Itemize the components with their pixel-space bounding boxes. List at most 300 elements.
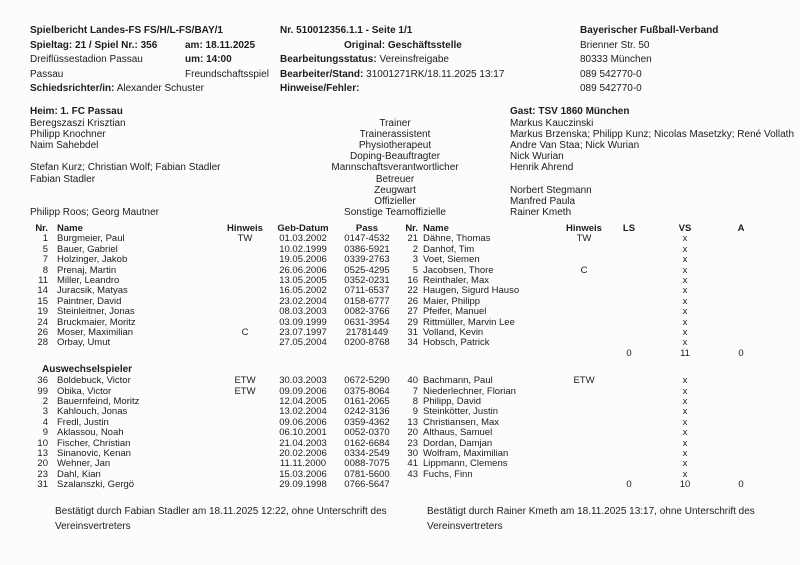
home-player-birthdate: 30.03.2003 — [279, 375, 327, 387]
home-player-number: 4 — [42, 416, 48, 428]
home-player-name: Burgmeier, Paul — [57, 233, 125, 245]
home-player-hint — [220, 439, 270, 449]
guest-ls-mark — [604, 328, 654, 338]
guest-vs-mark: x — [682, 274, 688, 286]
home-player-pass — [336, 349, 398, 359]
guest-vs-mark: x — [682, 326, 688, 338]
guest-vs-mark: x — [682, 468, 688, 480]
home-player-name: Bauer, Gabriel — [57, 243, 118, 255]
home-player-number: 24 — [37, 316, 48, 328]
guest-ls-mark — [604, 276, 654, 286]
home-player-hint — [220, 245, 270, 255]
guest-player-name: Dähne, Thomas — [423, 233, 491, 245]
guest-vs-mark: x — [682, 458, 688, 470]
home-player-hint — [220, 418, 270, 428]
home-player-hint — [220, 255, 270, 265]
home-player-hint: TW — [237, 233, 253, 245]
guest-vs-mark: x — [682, 264, 688, 276]
guest-a-mark — [716, 376, 766, 386]
home-player-number: 31 — [37, 479, 48, 491]
roster-row — [30, 376, 794, 386]
official-role-label: Betreuer — [375, 173, 415, 185]
guest-official-names: Markus Brzenska; Philipp Kunz; Nicolas Masetzky; René Vollath — [510, 128, 794, 140]
guest-player-hint: C — [580, 264, 588, 276]
guest-player-name: Hobsch, Patrick — [423, 337, 490, 349]
guest-vs-mark: x — [682, 385, 688, 397]
official-role-label: Offizieller — [374, 195, 416, 207]
home-player-hint — [220, 276, 270, 286]
guest-vs-mark: x — [682, 243, 688, 255]
guest-official-names: Rainer Kmeth — [510, 207, 572, 219]
home-player-name: Holzinger, Jakob — [57, 254, 128, 266]
guest-player-hint — [564, 245, 604, 255]
association-name: Bayerischer Fußball-Verband — [580, 25, 719, 36]
home-team-title: Heim: 1. FC Passau — [30, 105, 123, 117]
home-player-number — [30, 349, 48, 359]
guest-player-number: 5 — [412, 264, 418, 276]
roles-spacer — [280, 106, 510, 118]
guest-vs-mark: x — [682, 285, 688, 297]
guest-player-name: Christiansen, Max — [423, 416, 500, 428]
guest-player-hint — [564, 255, 604, 265]
match-date: am: 18.11.2025 — [185, 39, 256, 51]
roster-row — [30, 387, 794, 397]
official-row — [30, 151, 794, 162]
guest-a-mark — [716, 439, 766, 449]
guest-ls-mark — [604, 376, 654, 386]
home-player-pass: 0162-6684 — [344, 437, 390, 449]
original-line: Original: Geschäftsstelle — [344, 39, 462, 51]
home-player-hint: C — [241, 326, 249, 338]
official-row — [30, 174, 794, 185]
matchday-row — [30, 39, 280, 54]
association-street: Brienner Str. 50 — [580, 39, 650, 51]
home-player-pass: 21781449 — [345, 326, 389, 338]
match-info-block — [30, 24, 280, 97]
match-time: um: 14:00 — [185, 54, 232, 65]
guest-player-hint — [564, 297, 604, 307]
guest-player-number — [398, 349, 418, 359]
guest-player-number: 26 — [407, 295, 418, 307]
home-official-names — [30, 151, 280, 162]
home-player-pass: 0375-8064 — [344, 385, 390, 397]
starters-rows — [30, 234, 794, 359]
home-player-pass: 0711-6537 — [344, 285, 390, 297]
confirmation-section — [30, 504, 794, 534]
home-player-number: 9 — [42, 427, 48, 439]
venue-city: Passau — [30, 68, 64, 80]
home-player-hint — [220, 449, 270, 459]
guest-vs-mark: 11 — [680, 347, 690, 359]
match-type: Freundschaftsspiel — [185, 68, 269, 80]
guest-ls-mark — [604, 397, 654, 407]
home-player-birthdate: 16.05.2002 — [279, 285, 327, 297]
home-player-pass: 0525-4295 — [344, 264, 390, 276]
home-player-number: 23 — [37, 468, 48, 480]
guest-vs-mark: x — [682, 427, 688, 439]
guest-player-name: Rittmüller, Marvin Lee — [423, 316, 515, 328]
home-player-name: Fredl, Justin — [57, 416, 109, 428]
home-name-header: Name — [57, 223, 83, 235]
guest-ls-mark — [604, 297, 654, 307]
home-player-pass: 0766-5647 — [344, 479, 390, 491]
guest-ls-mark — [604, 418, 654, 428]
guest-player-hint — [564, 439, 604, 449]
guest-player-hint — [564, 428, 604, 438]
guest-vs-mark: x — [682, 295, 688, 307]
home-player-number: 11 — [38, 274, 48, 286]
guest-vs-mark: x — [682, 306, 688, 318]
home-player-birthdate: 21.04.2003 — [279, 437, 327, 449]
guest-official-names: Andre Van Staa; Nick Wurian — [510, 139, 640, 151]
status-row — [280, 53, 580, 68]
home-player-number: 2 — [42, 396, 48, 408]
association-phone-1: 089 542770-0 — [580, 68, 642, 80]
official-row — [30, 185, 794, 196]
guest-player-number: 31 — [407, 326, 418, 338]
guest-player-hint — [564, 349, 604, 359]
home-official-names: Philipp Roos; Georg Mautner — [30, 207, 159, 219]
guest-player-number: 34 — [407, 337, 418, 349]
guest-ls-mark: 0 — [626, 347, 632, 359]
official-role-label: Physiotherapeut — [358, 139, 432, 151]
guest-a-header: A — [737, 223, 745, 235]
guest-a-mark: 0 — [738, 347, 744, 359]
association-block — [580, 24, 794, 97]
guest-a-mark — [716, 418, 766, 428]
guest-player-hint: ETW — [573, 375, 595, 387]
guest-player-hint — [564, 397, 604, 407]
roster-row — [30, 397, 794, 407]
home-official-names: Fabian Stadler — [30, 173, 96, 185]
guest-player-name: Althaus, Samuel — [423, 427, 493, 439]
venue-row — [30, 53, 280, 68]
guest-vs-mark: x — [682, 416, 688, 428]
guest-player-hint — [564, 459, 604, 469]
home-official-names: Philipp Knochner — [30, 128, 106, 140]
guest-a-mark — [716, 449, 766, 459]
guest-a-mark — [716, 255, 766, 265]
guest-player-number — [398, 480, 418, 490]
home-player-pass: 0339-2763 — [344, 254, 390, 266]
home-player-number: 15 — [37, 295, 48, 307]
guest-a-mark — [716, 286, 766, 296]
home-player-birthdate: 13.02.2004 — [279, 406, 327, 418]
roster-row — [30, 255, 794, 265]
guest-name-header: Name — [423, 223, 449, 235]
home-player-pass: 0242-3136 — [344, 406, 390, 418]
home-official-names: Stefan Kurz; Christian Wolf; Fabian Stadler — [30, 162, 221, 174]
guest-a-mark — [716, 428, 766, 438]
roster-row — [30, 234, 794, 244]
guest-a-mark — [716, 397, 766, 407]
guest-ls-mark — [604, 234, 654, 244]
home-player-name: Obika, Victor — [57, 385, 112, 397]
guest-a-mark — [716, 318, 766, 328]
home-pass-header: Pass — [355, 223, 379, 235]
processing-info-block — [280, 24, 580, 97]
guest-official-names: Norbert Stegmann — [510, 184, 592, 196]
guest-player-number: 29 — [407, 316, 418, 328]
guest-player-name — [418, 349, 564, 359]
home-player-birthdate: 11.11.2000 — [279, 458, 327, 470]
guest-a-mark — [716, 328, 766, 338]
guest-player-name: Voet, Siemen — [423, 254, 480, 266]
home-player-birthdate: 09.06.2006 — [279, 416, 327, 428]
home-player-name: Juracsik, Matyas — [57, 285, 128, 297]
home-official-names: Beregszaszi Krisztian — [30, 117, 126, 129]
guest-vs-header: VS — [678, 223, 692, 235]
guest-player-hint — [564, 407, 604, 417]
guest-player-number: 3 — [412, 254, 418, 266]
home-player-birthdate: 26.06.2006 — [279, 264, 327, 276]
home-player-hint — [220, 428, 270, 438]
guest-player-name: Fuchs, Finn — [423, 468, 473, 480]
home-player-hint — [220, 480, 270, 490]
home-player-birthdate: 23.02.2004 — [279, 295, 327, 307]
guest-player-number: 9 — [412, 406, 418, 418]
guest-player-number: 27 — [407, 306, 418, 318]
officials-table — [30, 118, 794, 219]
home-player-pass: 0052-0370 — [344, 427, 390, 439]
home-player-hint — [220, 397, 270, 407]
guest-player-hint — [564, 318, 604, 328]
guest-player-hint — [564, 387, 604, 397]
guest-player-hint — [564, 470, 604, 480]
home-player-number: 8 — [42, 264, 48, 276]
guest-vs-mark: x — [682, 437, 688, 449]
home-player-name: Fischer, Christian — [57, 437, 131, 449]
guest-ls-mark — [604, 307, 654, 317]
home-player-birthdate: 12.04.2005 — [279, 396, 327, 408]
home-player-pass: 0147-4532 — [344, 233, 390, 245]
home-player-name: Wehner, Jan — [57, 458, 111, 470]
home-player-pass: 0088-7075 — [344, 458, 390, 470]
home-player-pass: 0631-3954 — [344, 316, 390, 328]
referee-name: Alexander Schuster — [116, 83, 204, 94]
guest-confirmation: Bestätigt durch Rainer Kmeth am 18.11.2025 13:17, ohne Unterschrift des Vereinsvertreters — [427, 505, 755, 532]
home-player-name: Paintner, David — [57, 295, 122, 307]
substitutes-rows — [30, 376, 794, 490]
home-player-hint — [220, 459, 270, 469]
guest-vs-mark: x — [682, 448, 688, 460]
guest-player-name: Wolfram, Maximilian — [423, 448, 509, 460]
guest-player-number: 16 — [407, 274, 418, 286]
guest-player-name: Philipp, David — [423, 396, 482, 408]
guest-player-name: Bachmann, Paul — [423, 375, 493, 387]
referee-row — [30, 82, 280, 97]
city-row — [30, 68, 280, 83]
guest-player-name: Steinkötter, Justin — [423, 406, 498, 418]
guest-player-hint — [564, 286, 604, 296]
home-player-number: 14 — [37, 285, 48, 297]
hints-label: Hinweise/Fehler: — [280, 83, 360, 94]
official-role-label: Doping-Beauftragter — [349, 151, 441, 163]
home-player-number: 10 — [37, 437, 48, 449]
home-player-name: Szalanszki, Gergö — [57, 479, 135, 491]
home-player-birthdate — [270, 349, 336, 359]
official-role-label: Zeugwart — [374, 184, 416, 196]
venue-name: Dreiflüssestadion Passau — [30, 54, 143, 65]
guest-ls-mark — [604, 245, 654, 255]
guest-a-mark — [716, 387, 766, 397]
guest-ls-mark — [604, 428, 654, 438]
guest-player-name: Niederlechner, Florian — [423, 385, 516, 397]
home-player-pass: 0334-2549 — [344, 448, 390, 460]
home-player-pass: 0200-8768 — [344, 337, 390, 349]
home-player-pass: 0082-3766 — [344, 306, 390, 318]
guest-vs-mark: x — [682, 316, 688, 328]
guest-a-mark — [716, 266, 766, 276]
home-player-birthdate: 08.03.2003 — [279, 306, 327, 318]
home-player-hint — [220, 286, 270, 296]
home-player-birthdate: 27.05.2004 — [279, 337, 327, 349]
guest-a-mark — [716, 245, 766, 255]
guest-player-name: Jacobsen, Thore — [423, 264, 494, 276]
official-role-label: Mannschaftsverantwortlicher — [331, 162, 459, 174]
guest-vs-mark: x — [682, 233, 688, 245]
home-player-name: Aklassou, Noah — [57, 427, 124, 439]
home-player-number: 99 — [37, 385, 48, 397]
guest-official-names: Manfred Paula — [510, 195, 576, 207]
team-titles-row — [30, 106, 794, 118]
report-title: Spielbericht Landes-FS FS/H/L-FS/BAY/1 — [30, 25, 223, 36]
home-confirmation: Bestätigt durch Fabian Stadler am 18.11.2025 12:22, ohne Unterschrift des Vereinsvertreters — [55, 505, 387, 532]
roster-row — [30, 245, 794, 255]
home-nr-header: Nr. — [35, 223, 48, 235]
guest-player-number: 43 — [407, 468, 418, 480]
guest-vs-mark: x — [682, 254, 688, 266]
official-row — [30, 162, 794, 173]
official-role-label: Trainerassistent — [359, 128, 431, 140]
official-row — [30, 118, 794, 129]
guest-player-name: Danhof, Tim — [423, 243, 475, 255]
home-player-pass: 0161-2065 — [344, 396, 390, 408]
official-role-label: Sonstige Teamoffizielle — [344, 207, 446, 219]
guest-ls-mark — [604, 286, 654, 296]
guest-ls-mark: 0 — [626, 479, 632, 491]
home-player-number: 26 — [37, 326, 48, 338]
official-row — [30, 196, 794, 207]
home-player-number: 20 — [37, 458, 48, 470]
home-player-name: Steinleitner, Jonas — [57, 306, 135, 318]
home-player-pass: 0352-0231 — [344, 274, 390, 286]
guest-player-hint — [564, 276, 604, 286]
guest-player-name: Volland, Kevin — [423, 326, 484, 338]
guest-player-number: 23 — [407, 437, 418, 449]
home-player-hint — [220, 338, 270, 348]
guest-player-number: 7 — [412, 385, 418, 397]
home-player-birthdate: 23.07.1997 — [279, 326, 327, 338]
guest-a-mark — [716, 459, 766, 469]
home-player-name: Boldebuck, Victor — [57, 375, 131, 387]
guest-ls-mark — [604, 255, 654, 265]
home-hint-header: Hinweis — [227, 223, 263, 235]
guest-player-hint — [564, 480, 604, 490]
association-phone-2: 089 542770-0 — [580, 83, 642, 94]
status-label: Bearbeitungsstatus: — [280, 54, 377, 65]
official-row — [30, 140, 794, 151]
home-player-pass: 0158-6777 — [344, 295, 390, 307]
status-value: Vereinsfreigabe — [379, 54, 449, 65]
home-player-name: Kahlouch, Jonas — [57, 406, 128, 418]
guest-player-name: Pfeifer, Manuel — [423, 306, 487, 318]
guest-player-number: 30 — [407, 448, 418, 460]
guest-official-names: Nick Wurian — [510, 151, 564, 163]
home-player-hint — [220, 307, 270, 317]
home-player-hint: ETW — [234, 385, 256, 397]
home-player-number: 3 — [42, 406, 48, 418]
document-header — [30, 24, 794, 97]
guest-nr-header: Nr. — [405, 223, 418, 235]
guest-vs-mark: x — [682, 396, 688, 408]
guest-official-names: Markus Kauczinski — [510, 117, 594, 129]
home-player-birthdate: 19.05.2006 — [279, 254, 327, 266]
guest-a-mark — [716, 407, 766, 417]
home-player-name: Orbay, Umut — [57, 337, 111, 349]
guest-a-mark — [716, 297, 766, 307]
home-player-name: Bauernfeind, Moritz — [57, 396, 140, 408]
guest-ls-mark — [604, 318, 654, 328]
guest-player-name: Lippmann, Clemens — [423, 458, 508, 470]
guest-player-hint — [564, 328, 604, 338]
home-player-hint — [220, 297, 270, 307]
guest-player-name: Dordan, Damjan — [423, 437, 493, 449]
home-player-number: 13 — [37, 448, 48, 460]
home-player-pass: 0672-5290 — [344, 375, 390, 387]
guest-ls-header: LS — [622, 223, 636, 235]
home-player-name: Moser, Maximilian — [57, 326, 134, 338]
guest-team-title: Gast: TSV 1860 München — [510, 105, 630, 117]
guest-ls-mark — [604, 449, 654, 459]
home-player-hint: ETW — [234, 375, 256, 387]
guest-ls-mark — [604, 459, 654, 469]
guest-ls-mark — [604, 439, 654, 449]
referee-label: Schiedsrichter/in: — [30, 83, 115, 94]
guest-vs-mark: 10 — [679, 479, 691, 491]
home-player-number: 19 — [37, 306, 48, 318]
guest-a-mark — [716, 307, 766, 317]
guest-player-hint — [564, 338, 604, 348]
guest-vs-mark: x — [682, 375, 688, 387]
guest-player-name — [418, 480, 564, 490]
matchday-number: Spieltag: 21 / Spiel Nr.: 356 — [30, 39, 158, 51]
home-player-number: 36 — [37, 375, 48, 387]
guest-official-names — [510, 174, 794, 185]
home-player-hint — [220, 407, 270, 417]
guest-player-name: Reinthaler, Max — [423, 274, 490, 286]
association-city: 80333 München — [580, 54, 652, 65]
guest-a-mark — [716, 234, 766, 244]
guest-player-number: 13 — [407, 416, 418, 428]
guest-ls-mark — [604, 407, 654, 417]
home-player-name: Miller, Leandro — [57, 274, 120, 286]
home-player-name: Dahl, Kian — [57, 468, 101, 480]
home-player-name: Sinanovic, Kenan — [57, 448, 131, 460]
home-player-pass: 0386-5921 — [344, 243, 390, 255]
home-player-pass: 0781-5600 — [344, 468, 390, 480]
guest-ls-mark — [604, 266, 654, 276]
home-official-names — [30, 185, 280, 196]
home-player-birthdate: 06.10.2001 — [279, 427, 327, 439]
guest-player-number: 41 — [407, 458, 418, 470]
substitutes-heading: Auswechselspieler — [42, 364, 133, 376]
home-player-number: 5 — [42, 243, 48, 255]
guest-a-mark — [716, 276, 766, 286]
home-official-names: Naim Sahebdel — [30, 139, 99, 151]
guest-player-hint: TW — [576, 233, 592, 245]
guest-hint-header: Hinweis — [566, 223, 602, 235]
